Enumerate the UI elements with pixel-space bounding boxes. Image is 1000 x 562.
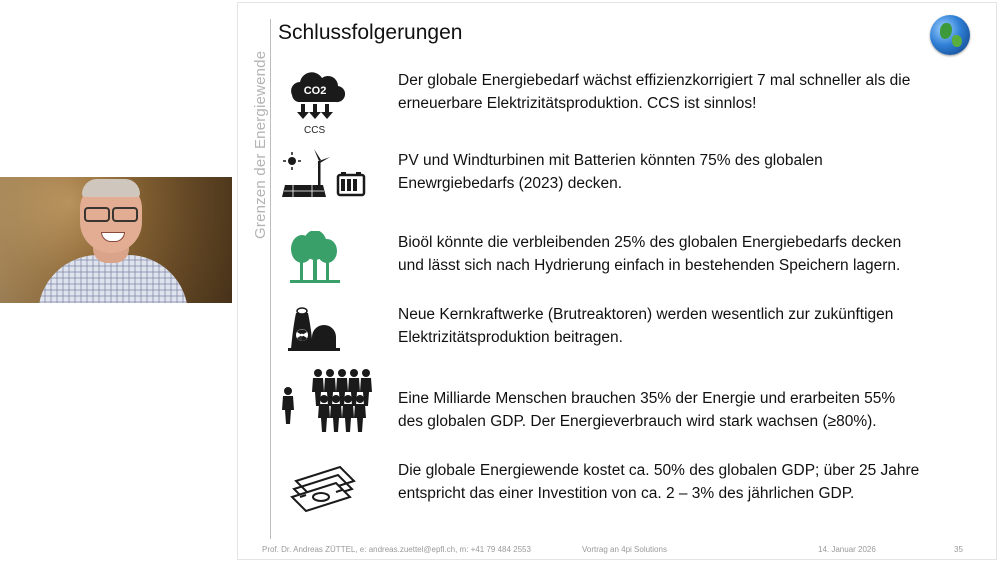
presenter-glasses	[84, 207, 138, 219]
slide-title: Schlussfolgerungen	[278, 21, 463, 44]
footer-date: 14. Januar 2026	[818, 545, 876, 554]
conclusion-text	[398, 303, 978, 349]
conclusion-text-line2: entspricht das einer Investition von ca. 2 – 3% des jährlichen GDP.	[398, 485, 855, 502]
footer-page-number: 35	[954, 545, 963, 554]
conclusion-text-line2: Elektrizitätsproduktion beitragen.	[398, 329, 623, 346]
conclusion-text	[398, 69, 978, 115]
vertical-section-title: Grenzen der Energiewende	[252, 50, 269, 239]
money-stack-icon	[278, 459, 378, 529]
conclusion-text-line1: PV und Windturbinen mit Batterien könnten 75% des globalen	[398, 152, 823, 169]
nuclear-plant-icon	[278, 303, 378, 373]
conclusion-text	[398, 387, 978, 433]
conclusion-text	[398, 459, 978, 505]
co2-text: CO2	[303, 85, 327, 97]
presentation-slide	[237, 2, 997, 560]
presenter-video-tile[interactable]	[0, 177, 232, 303]
vertical-divider	[270, 19, 271, 539]
conclusion-text-line1: Neue Kernkraftwerke (Brutreaktoren) werden wesentlich zur zukünftigen	[398, 306, 894, 323]
conclusion-text	[398, 231, 978, 277]
conclusion-text	[398, 149, 978, 195]
people-icon	[278, 367, 378, 447]
conclusion-text-line2: Enewrgiebedarfs (2023) decken.	[398, 175, 623, 192]
footer-author: Prof. Dr. Andreas ZÜTTEL, e: andreas.zuettel@epfl.ch, m: +41 79 484 2553	[262, 545, 531, 554]
conclusion-text-line1: Der globale Energiebedarf wächst effizienzkorrigiert 7 mal schneller als die	[398, 72, 911, 89]
conclusion-text-line2: des globalen GDP. Der Energieverbrauch wird stark wachsen (≥80%).	[398, 413, 877, 430]
ccs-label: CCS	[304, 125, 326, 136]
conclusion-text-line1: Die globale Energiewende kostet ca. 50% des globalen GDP; über 25 Jahre	[398, 462, 920, 479]
conclusion-text-line2: erneuerbare Elektrizitätsproduktion. CCS ist sinnlos!	[398, 95, 757, 112]
trees-icon	[278, 231, 378, 301]
conclusion-text-line1: Eine Milliarde Menschen brauchen 35% der Energie und erarbeiten 55%	[398, 390, 896, 407]
co2-ccs-icon	[278, 69, 378, 139]
conclusion-text-line1: Bioöl könnte die verbleibenden 25% des globalen Energiebedarfs decken	[398, 234, 902, 251]
conclusion-text-line2: und lässt sich nach Hydrierung einfach in bestehenden Speichern lagern.	[398, 257, 901, 274]
globe-icon	[930, 15, 970, 55]
footer-talk: Vortrag an 4pi Solutions	[582, 545, 667, 554]
presenter-hair	[82, 179, 140, 197]
solar-wind-battery-icon	[278, 149, 378, 219]
